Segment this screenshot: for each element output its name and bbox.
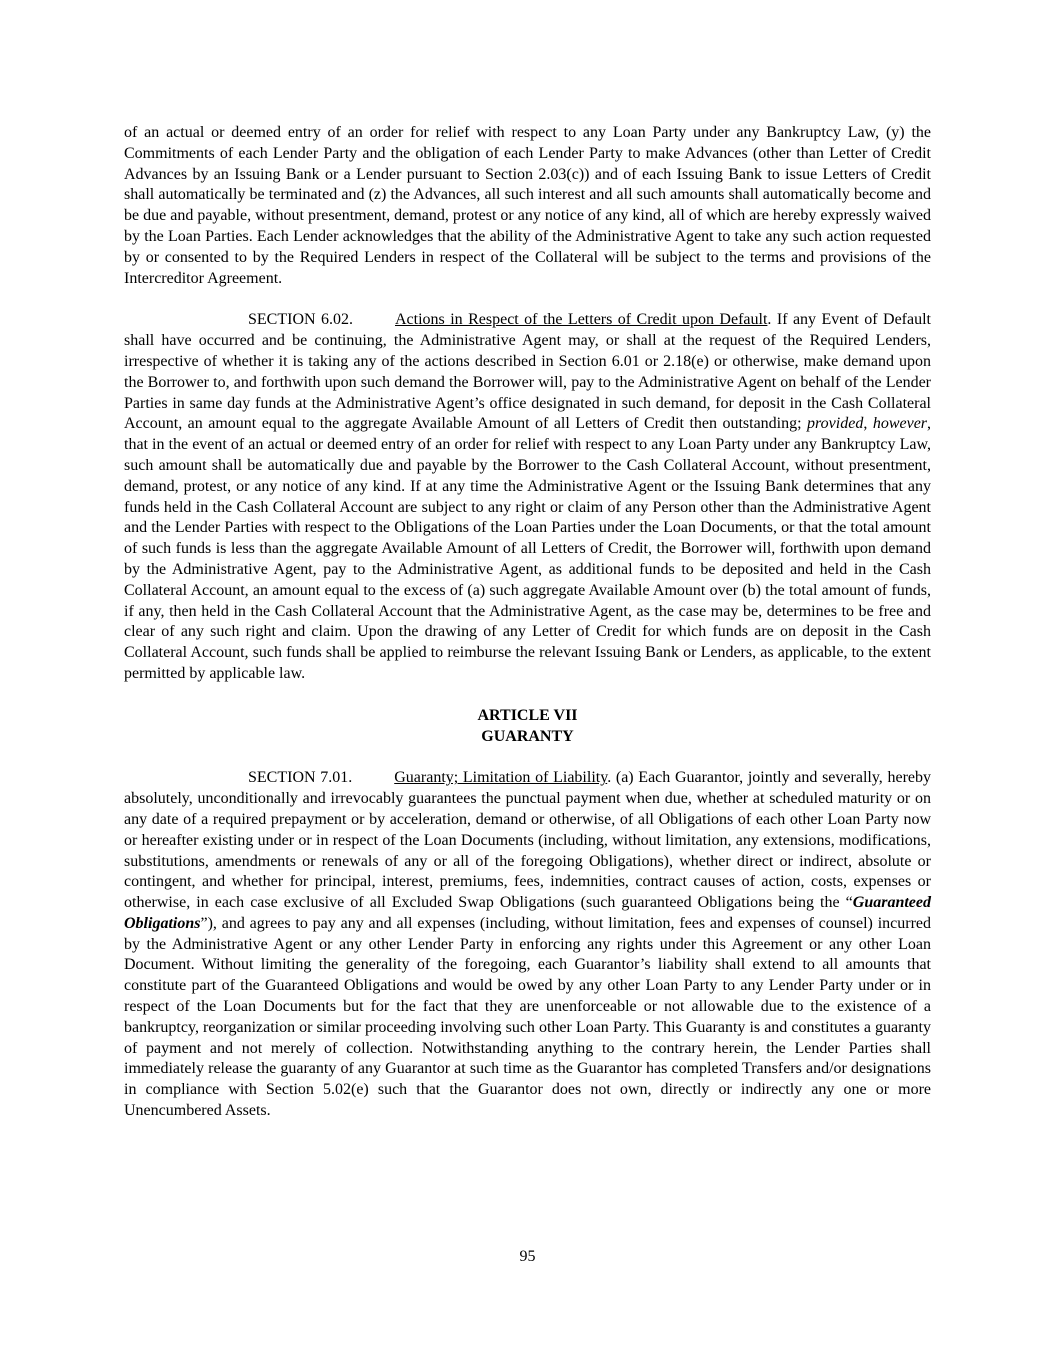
section-6-02 <box>124 310 931 684</box>
section-6-02-heading: Actions in Respect of the Letters of Credit upon Default <box>395 311 768 329</box>
article-number: ARTICLE VII <box>477 706 578 724</box>
comma: , <box>863 415 873 433</box>
article-title: GUARANTY <box>481 727 574 745</box>
section-7-01 <box>124 768 931 1122</box>
section-7-01-text-b: ”), and agrees to pay any and all expenses (including, without limitation, fees and expenses of counsel) incurred by the Administrative Agent or any other Lender Party in enforcing any rights under this Agreement or any other Loan Document. Without limiting the generality of the foregoing, each Guarantor’s liability shall extend to all amounts that constitute part of the Guaranteed Obligations and would be owed by any other Loan Party to any Lender Party under or in respect of the Loan Documents but for the fact that they are unenforceable or not allowable due to the existence of a bankruptcy, reorganization or similar proceeding involving such other Loan Party. This Guaranty is and constitutes a guaranty of payment and not merely of collection. Notwithstanding anything to the contrary herein, the Lender Parties shall immediately release the guaranty of any Guarantor at such time as the Guarantor has completed Transfers and/or designations in compliance with Section 5.02(e) such that the Guarantor does not own, directly or indirectly any one or more Unencumbered Assets. <box>124 914 931 1120</box>
section-6-02-text-b: , that in the event of an actual or deemed entry of an order for relief with respect to any Loan Party under any Bankruptcy Law, such amount shall be automatically due and payable by the Borrower to the Cash Collateral Account, without presentment, demand, protest, or any notice of any kind. If at any time the Administrative Agent or the Issuing Bank determines that any funds held in the Cash Collateral Account are subject to any right or claim of any Person other than the Administrative Agent and the Lender Parties with respect to the Obligations of the Loan Parties under the Loan Documents, or that the total amount of such funds is less than the aggregate Available Amount of all Letters of Credit, the Borrower will, forthwith upon demand by the Administrative Agent, pay to the Administrative Agent, as additional funds to be deposited and held in the Cash Collateral Account, an amount equal to the excess of (a) such aggregate Available Amount over (b) the total amount of funds, if any, then held in the Cash Collateral Account that the Administrative Agent, as the case may be, determines to be free and clear of any such right and claim. Upon the drawing of any Letter of Credit for which funds are on deposit in the Cash Collateral Account, such funds shall be applied to reimburse the relevant Issuing Bank or Lenders, as applicable, to the extent permitted by applicable law. <box>124 415 932 682</box>
document-body <box>124 123 931 1143</box>
section-6-02-text-a: . If any Event of Default shall have occurred and be continuing, the Administrative Agent may, or shall at the request of the Required Lenders, irrespective of whether it is taking any of the actions described in Section 6.01 or 2.18(e) or otherwise, make demand upon the Borrower to, and forthwith upon such demand the Borrower will, pay to the Administrative Agent on behalf of the Lender Parties in same day funds at the Administrative Agent’s office designated in such demand, for deposit in the Cash Collateral Account, an amount equal to the aggregate Available Amount of all Letters of Credit then outstanding; <box>124 311 931 433</box>
section-7-01-number: SECTION 7.01. <box>248 769 353 787</box>
section-6-02-number: SECTION 6.02. <box>248 311 353 329</box>
continued-paragraph: of an actual or deemed entry of an order for relief with respect to any Loan Party under any Bankruptcy Law, (y) the Commitments of each Lender Party and the obligation of each Lender Party to make Advances (other than Letter of Credit Advances by an Issuing Bank or a Lender pursuant to Section 2.03(c)) and of each Issuing Bank to issue Letters of Credit shall automatically be terminated and (z) the Advances, all such interest and all such amounts shall automatically become and be due and payable, without presentment, demand, protest or any notice of any kind, all of which are hereby expressly waived by the Loan Parties. Each Lender acknowledges that the ability of the Administrative Agent to take any such action requested by or consented to by the Required Lenders in respect of the Collateral will be subject to the terms and provisions of the Intercreditor Agreement. <box>124 124 931 287</box>
section-7-01-heading: Guaranty; Limitation of Liability <box>394 769 608 787</box>
provided-term: provided <box>807 415 864 433</box>
guaranteed-obligations-term: Guaranteed Obligations <box>124 894 931 932</box>
section-7-01-text-a: . (a) Each Guarantor, jointly and severally, hereby absolutely, unconditionally and irrevocably guarantees the punctual payment when due, whether at scheduled maturity or on any date of a required prepayment or by acceleration, demand or otherwise, of all Obligations of each other Loan Party now or hereafter existing under or in respect of the Loan Documents (including, without limitation, any extensions, modifications, substitutions, amendments or renewals of any or all of the foregoing Obligations), whether direct or indirect, absolute or contingent, and whether for principal, interest, premiums, fees, indemnities, contract causes of action, costs, expenses or otherwise, in each case exclusive of all Excluded Swap Obligations (such guaranteed Obligations being the “ <box>124 769 931 912</box>
however-term: however <box>872 415 928 433</box>
article-heading <box>124 706 931 748</box>
page-number: 95 <box>519 1248 536 1265</box>
